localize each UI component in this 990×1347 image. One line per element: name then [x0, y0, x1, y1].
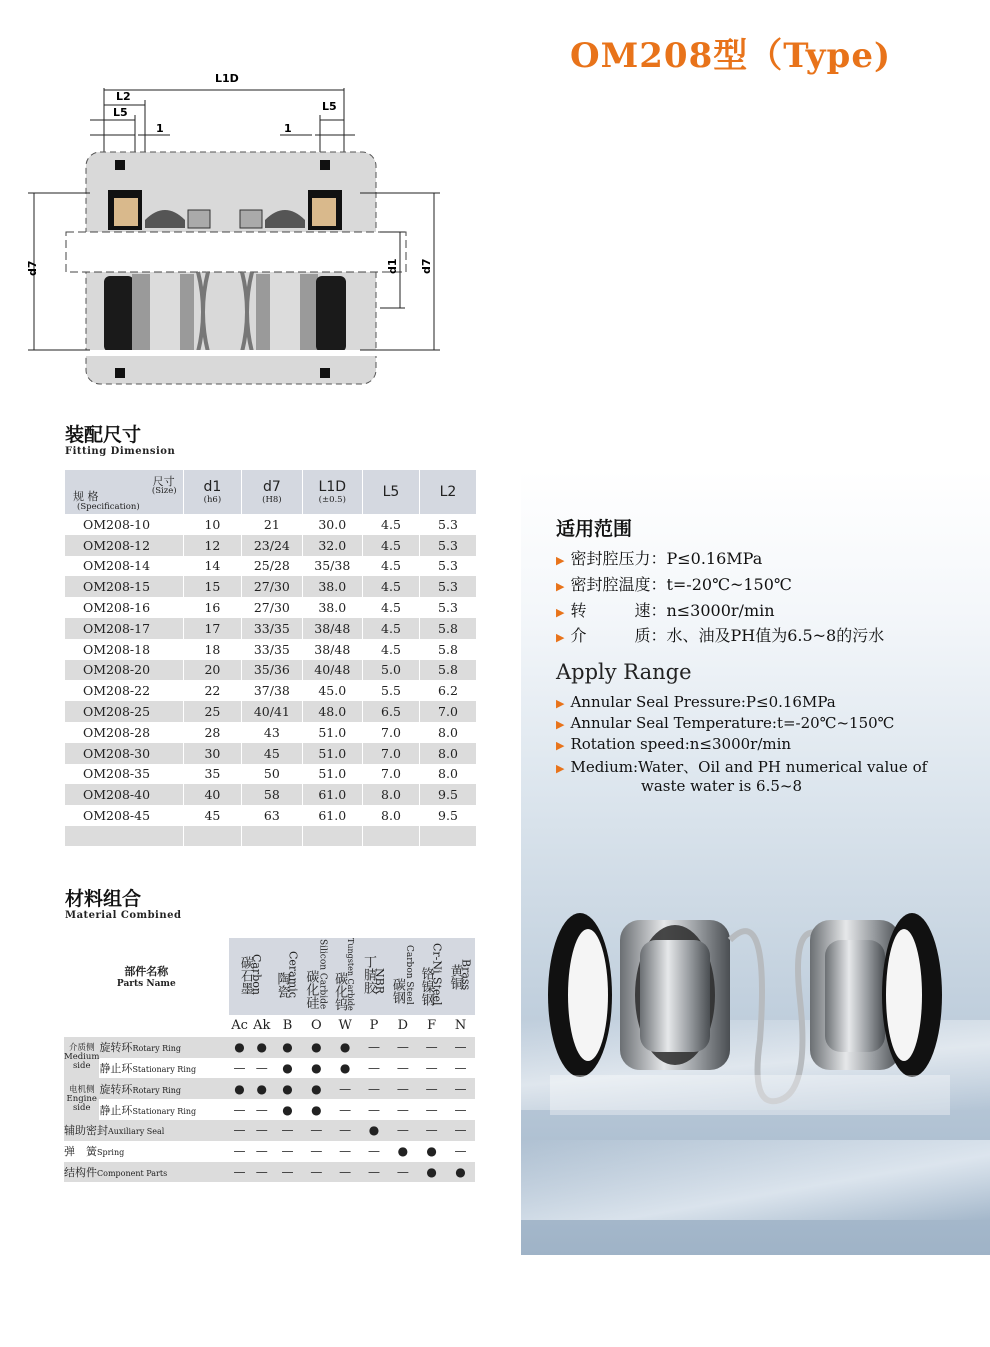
mark-cell: —: [388, 1058, 417, 1079]
value-cell: 4.5: [362, 597, 419, 618]
material-header-nbr: 丁腈胶NBR: [360, 938, 389, 1015]
label-d7-right: d7: [420, 258, 433, 274]
spec-header-size-en: (Size): [151, 486, 177, 496]
triangle-bullet-icon: ▶: [556, 697, 565, 710]
value-cell: 30: [183, 743, 242, 764]
mark-cell: —: [331, 1120, 360, 1141]
mark-cell: —: [417, 1120, 446, 1141]
value-cell: 38.0: [302, 597, 362, 618]
value-cell: 40: [183, 784, 242, 805]
value-cell: 7.0: [362, 743, 419, 764]
mark-cell: —: [302, 1120, 331, 1141]
value-cell: 35/36: [242, 660, 302, 681]
triangle-bullet-icon: ▶: [556, 580, 565, 593]
value-cell: 12: [183, 535, 242, 556]
value-cell: 4.5: [362, 556, 419, 577]
value-cell: 18: [183, 639, 242, 660]
mark-cell: ●: [229, 1037, 251, 1058]
material-header-carbon: 碳石墨Carbon: [229, 938, 273, 1015]
mark-cell: —: [273, 1141, 302, 1162]
spec-cell: OM208-40: [65, 784, 183, 805]
mark-cell: ●: [229, 1078, 251, 1099]
value-cell: 5.8: [419, 660, 476, 681]
spec-cell: OM208-20: [65, 660, 183, 681]
value-cell: 33/35: [242, 639, 302, 660]
mark-cell: —: [417, 1058, 446, 1079]
value-cell: 25/28: [242, 556, 302, 577]
mark-cell: —: [273, 1120, 302, 1141]
spec-cell: OM208-45: [65, 805, 183, 826]
mark-cell: —: [229, 1099, 251, 1120]
value-cell: 61.0: [302, 805, 362, 826]
value-cell: 4.5: [362, 535, 419, 556]
range-heading-en: Apply Range: [556, 660, 692, 684]
material-header-ceramic: 陶瓷Ceramic: [273, 938, 302, 1015]
mark-cell: ●: [360, 1120, 389, 1141]
value-cell: 5.3: [419, 597, 476, 618]
range-en-item-continued: waste water is 6.5~8: [641, 777, 803, 795]
value-cell: 8.0: [419, 764, 476, 785]
spec-cell: OM208-30: [65, 743, 183, 764]
spec-cell: OM208-35: [65, 764, 183, 785]
mark-cell: —: [331, 1099, 360, 1120]
mark-cell: —: [250, 1120, 273, 1141]
spec-cell: OM208-14: [65, 556, 183, 577]
mark-cell: —: [250, 1099, 273, 1120]
value-cell: 5.3: [419, 514, 476, 535]
mark-cell: —: [331, 1141, 360, 1162]
spec-cell: OM208-10: [65, 514, 183, 535]
value-cell: 32.0: [302, 535, 362, 556]
value-cell: 14: [183, 556, 242, 577]
value-cell: 5.3: [419, 576, 476, 597]
table-row: [65, 680, 477, 701]
mark-cell: —: [446, 1037, 475, 1058]
value-cell: 28: [183, 722, 242, 743]
mark-cell: ●: [273, 1058, 302, 1079]
triangle-bullet-icon: ▶: [556, 739, 565, 752]
value-cell: 48.0: [302, 701, 362, 722]
value-cell: 8.0: [419, 722, 476, 743]
value-cell: 58: [242, 784, 302, 805]
mark-cell: ●: [273, 1099, 302, 1120]
value-cell: 51.0: [302, 743, 362, 764]
spec-header-size-cn: 尺寸: [152, 475, 175, 488]
material-header-cr-ni-steel: 铬镍钢Cr-Ni Steel: [417, 938, 446, 1015]
spec-header-spec-en: (Specification): [77, 502, 140, 512]
value-cell: 63: [242, 805, 302, 826]
mark-cell: ●: [302, 1058, 331, 1079]
material-header-tungsten-carbide: 碳化钨Tungsten Carbide: [331, 938, 360, 1015]
mark-cell: —: [417, 1037, 446, 1058]
fitting-heading-cn: 装配尺寸: [65, 424, 142, 446]
spec-header-cell: [65, 470, 183, 514]
mark-cell: —: [446, 1099, 475, 1120]
seal-product-photo: [540, 900, 980, 1120]
parts-name-header: 部件名称 Parts Name: [64, 938, 229, 1015]
mark-cell: —: [446, 1141, 475, 1162]
table-row: [64, 1141, 475, 1162]
label-l5-left: L5: [113, 106, 128, 119]
triangle-bullet-icon: ▶: [556, 554, 565, 567]
table-row: [65, 722, 477, 743]
col-l1d-header: L1D (±0.5): [302, 470, 362, 514]
table-row: [65, 597, 477, 618]
value-cell: 9.5: [419, 784, 476, 805]
col-d1-header: d1 (h6): [183, 470, 242, 514]
value-cell: 10: [183, 514, 242, 535]
value-cell: 27/30: [242, 576, 302, 597]
value-cell: 38.0: [302, 576, 362, 597]
code-cell: O: [302, 1015, 331, 1037]
mark-cell: —: [250, 1058, 273, 1079]
mark-cell: —: [388, 1120, 417, 1141]
value-cell: 9.5: [419, 805, 476, 826]
table-row: [65, 576, 477, 597]
material-header-brass: 黄铜Brass: [446, 938, 475, 1015]
col-l2-header: L2: [419, 470, 476, 514]
label-d7-left: d7: [26, 260, 39, 276]
value-cell: 7.0: [362, 764, 419, 785]
col-l5-header: L5: [362, 470, 419, 514]
code-cell: W: [331, 1015, 360, 1037]
spec-cell: OM208-18: [65, 639, 183, 660]
mark-cell: —: [250, 1162, 273, 1183]
code-cell: F: [417, 1015, 446, 1037]
label-l1d: L1D: [215, 72, 239, 85]
material-combination-table: [64, 938, 475, 1182]
mark-cell: ●: [302, 1037, 331, 1058]
spec-cell: OM208-17: [65, 618, 183, 639]
value-cell: 7.0: [419, 701, 476, 722]
value-cell: 23/24: [242, 535, 302, 556]
range-cn-item: ▶ 密封腔压力：P≤0.16MPa: [556, 549, 763, 568]
material-header-row: [64, 938, 475, 1015]
value-cell: 50: [242, 764, 302, 785]
table-row: [64, 1058, 475, 1079]
mark-cell: —: [250, 1141, 273, 1162]
label-one-right: 1: [284, 122, 292, 135]
table-row: [65, 639, 477, 660]
range-en-item: ▶ Rotation speed:n≤3000r/min: [556, 735, 792, 753]
mark-cell: —: [417, 1078, 446, 1099]
range-en-item: ▶ Annular Seal Temperature:t=-20℃~150℃: [556, 714, 895, 732]
value-cell: 4.5: [362, 514, 419, 535]
mark-cell: —: [388, 1037, 417, 1058]
mark-cell: —: [360, 1162, 389, 1183]
value-cell: 5.5: [362, 680, 419, 701]
mark-cell: —: [273, 1162, 302, 1183]
mark-cell: —: [302, 1162, 331, 1183]
table-row: [64, 1162, 475, 1183]
value-cell: 21: [242, 514, 302, 535]
mark-cell: —: [302, 1141, 331, 1162]
table-row: [64, 1120, 475, 1141]
mark-cell: —: [388, 1162, 417, 1183]
part-name-cell: 静止环Stationary Ring: [99, 1099, 228, 1120]
value-cell: 61.0: [302, 784, 362, 805]
table-row: [65, 514, 477, 535]
value-cell: 5.3: [419, 535, 476, 556]
value-cell: 30.0: [302, 514, 362, 535]
part-name-cell: 弹 簧Spring: [64, 1141, 229, 1162]
value-cell: 6.5: [362, 701, 419, 722]
spec-cell: OM208-15: [65, 576, 183, 597]
mark-cell: —: [229, 1058, 251, 1079]
spec-cell: OM208-22: [65, 680, 183, 701]
value-cell: 4.5: [362, 618, 419, 639]
part-name-cell: 辅助密封Auxiliary Seal: [64, 1120, 229, 1141]
material-heading-en: Material Combined: [65, 910, 182, 921]
mark-cell: —: [388, 1078, 417, 1099]
mark-cell: ●: [417, 1141, 446, 1162]
side-medium-label: 介质侧 Medium side: [64, 1037, 99, 1079]
spec-cell: OM208-12: [65, 535, 183, 556]
mark-cell: —: [229, 1120, 251, 1141]
value-cell: 45.0: [302, 680, 362, 701]
code-cell: D: [388, 1015, 417, 1037]
value-cell: 7.0: [362, 722, 419, 743]
table-row: [65, 784, 477, 805]
range-en-item: ▶ Annular Seal Pressure:P≤0.16MPa: [556, 693, 836, 711]
value-cell: 51.0: [302, 722, 362, 743]
mark-cell: —: [360, 1141, 389, 1162]
table-header-row: [65, 470, 477, 514]
mark-cell: ●: [331, 1058, 360, 1079]
mark-cell: ●: [273, 1037, 302, 1058]
code-cell: B: [273, 1015, 302, 1037]
code-cell: P: [360, 1015, 389, 1037]
value-cell: 6.2: [419, 680, 476, 701]
part-name-cell: 结构件Component Parts: [64, 1162, 229, 1183]
mark-cell: —: [360, 1099, 389, 1120]
material-header-carbon-steel: 碳钢Carbon Steel: [388, 938, 417, 1015]
table-empty-row: [65, 826, 477, 846]
value-cell: 38/48: [302, 618, 362, 639]
table-row: [65, 764, 477, 785]
code-cell: Ac: [229, 1015, 251, 1037]
page-title: OM208型（Type): [570, 36, 892, 76]
value-cell: 17: [183, 618, 242, 639]
value-cell: 22: [183, 680, 242, 701]
label-l2: L2: [116, 90, 131, 103]
value-cell: 38/48: [302, 639, 362, 660]
mark-cell: ●: [302, 1078, 331, 1099]
material-header-silicon-carbide: 碳化硅Silicon Carbide: [302, 938, 331, 1015]
code-cell: N: [446, 1015, 475, 1037]
mark-cell: —: [360, 1058, 389, 1079]
spec-cell: OM208-28: [65, 722, 183, 743]
mark-cell: —: [446, 1078, 475, 1099]
value-cell: 25: [183, 701, 242, 722]
triangle-bullet-icon: ▶: [556, 631, 565, 644]
value-cell: 37/38: [242, 680, 302, 701]
part-name-cell: 旋转环Rotary Ring: [99, 1078, 228, 1099]
mark-cell: ●: [302, 1099, 331, 1120]
table-row: [65, 535, 477, 556]
table-row: [64, 1078, 475, 1099]
mark-cell: ●: [250, 1078, 273, 1099]
mark-cell: —: [229, 1162, 251, 1183]
mark-cell: —: [331, 1078, 360, 1099]
table-row: [65, 701, 477, 722]
spec-cell: OM208-16: [65, 597, 183, 618]
table-row: [65, 743, 477, 764]
value-cell: 20: [183, 660, 242, 681]
spec-header-spec-cn: 规 格: [73, 490, 99, 503]
part-name-cell: 静止环Stationary Ring: [99, 1058, 228, 1079]
value-cell: 16: [183, 597, 242, 618]
table-row: [65, 660, 477, 681]
value-cell: 8.0: [362, 805, 419, 826]
background-wave: [521, 1140, 990, 1220]
triangle-bullet-icon: ▶: [556, 718, 565, 731]
material-heading-cn: 材料组合: [65, 888, 142, 910]
range-cn-item: ▶ 介 质：水、油及PH值为6.5~8的污水: [556, 626, 885, 645]
mark-cell: ●: [273, 1078, 302, 1099]
table-row: [65, 556, 477, 577]
value-cell: 8.0: [419, 743, 476, 764]
mark-cell: —: [229, 1141, 251, 1162]
value-cell: 15: [183, 576, 242, 597]
value-cell: 5.8: [419, 618, 476, 639]
range-cn-item: ▶ 转 速：n≤3000r/min: [556, 601, 775, 620]
table-row: [64, 1099, 475, 1120]
value-cell: 8.0: [362, 784, 419, 805]
mark-cell: —: [331, 1162, 360, 1183]
mark-cell: —: [446, 1058, 475, 1079]
value-cell: 35/38: [302, 556, 362, 577]
fitting-heading-en: Fitting Dimension: [65, 446, 176, 457]
value-cell: 4.5: [362, 639, 419, 660]
value-cell: 40/48: [302, 660, 362, 681]
mark-cell: ●: [250, 1037, 273, 1058]
value-cell: 40/41: [242, 701, 302, 722]
table-row: [64, 1037, 475, 1058]
material-code-row: [64, 1015, 475, 1037]
side-engine-label: 电机侧 Engine side: [64, 1078, 99, 1120]
value-cell: 45: [183, 805, 242, 826]
value-cell: 4.5: [362, 576, 419, 597]
value-cell: 35: [183, 764, 242, 785]
mark-cell: —: [360, 1037, 389, 1058]
fitting-dimension-table: [65, 470, 477, 846]
value-cell: 51.0: [302, 764, 362, 785]
code-cell: Ak: [250, 1015, 273, 1037]
value-cell: 33/35: [242, 618, 302, 639]
range-heading-cn: 适用范围: [556, 518, 633, 540]
mark-cell: ●: [417, 1162, 446, 1183]
spec-cell: OM208-25: [65, 701, 183, 722]
col-d7-header: d7 (H8): [242, 470, 302, 514]
mark-cell: ●: [446, 1162, 475, 1183]
value-cell: 5.0: [362, 660, 419, 681]
triangle-bullet-icon: ▶: [556, 762, 565, 775]
mark-cell: ●: [388, 1141, 417, 1162]
range-en-item: ▶ Medium:Water、Oil and PH numerical value of: [556, 758, 928, 776]
label-d1: d1: [386, 258, 399, 274]
value-cell: 5.8: [419, 639, 476, 660]
range-cn-item: ▶ 密封腔温度：t=-20℃~150℃: [556, 575, 792, 594]
value-cell: 45: [242, 743, 302, 764]
value-cell: 43: [242, 722, 302, 743]
triangle-bullet-icon: ▶: [556, 606, 565, 619]
mark-cell: —: [360, 1078, 389, 1099]
mark-cell: —: [388, 1099, 417, 1120]
table-row: [65, 805, 477, 826]
value-cell: 5.3: [419, 556, 476, 577]
mark-cell: —: [417, 1099, 446, 1120]
value-cell: 27/30: [242, 597, 302, 618]
seal-cross-section-drawing: [20, 60, 460, 390]
mark-cell: ●: [331, 1037, 360, 1058]
table-row: [65, 618, 477, 639]
mark-cell: —: [446, 1120, 475, 1141]
part-name-cell: 旋转环Rotary Ring: [99, 1037, 228, 1058]
label-one-left: 1: [156, 122, 164, 135]
label-l5-right: L5: [322, 100, 337, 113]
